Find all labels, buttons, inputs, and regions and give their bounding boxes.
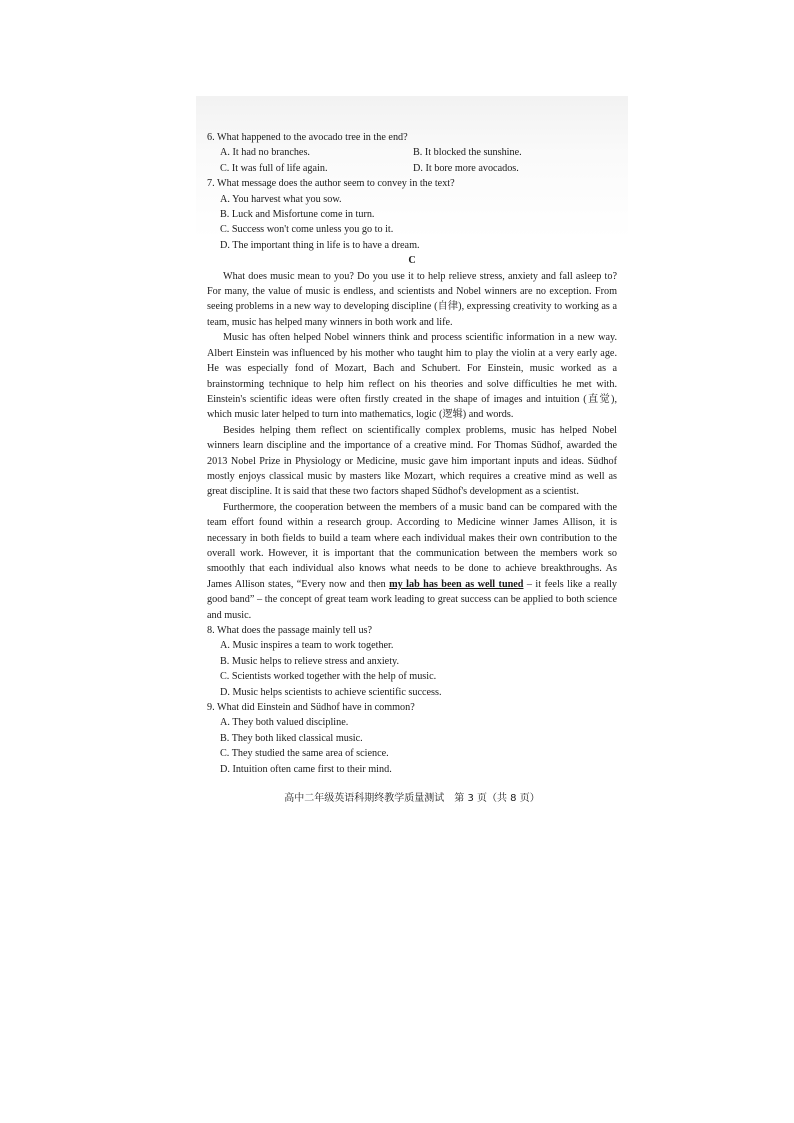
paragraph-4-text-start: Furthermore, the cooperation between the members of a music band can be compared with the team effort found within a research group. According to Medicine winner James Allison, it is necessary in both fields to build a team where each individual makes their own contribution to the overall work. However, it is important that the communication between the members work so smoothly that each individual also knows what needs to be done to achieve breakthroughs. As James Allison states, “Every now and then: [207, 501, 617, 590]
reading-passage: [207, 269, 617, 623]
option-b: B. It blocked the sunshine.: [413, 147, 522, 159]
paragraph-4-text-end: – it feels like a really good band” – the concept of great team work leading to great success can be applied to both science and music.: [207, 578, 618, 621]
question-9: [207, 700, 617, 777]
option-d: D. It bore more avocados.: [413, 162, 519, 174]
option-a: A. They both valued discipline.: [220, 717, 349, 729]
option-b: B. They both liked classical music.: [220, 732, 363, 744]
question-8: [207, 623, 617, 700]
option-b: B. Luck and Misfortune come in turn.: [220, 209, 375, 221]
option-c: C. It was full of life again.: [220, 162, 328, 174]
paragraph-2: Music has often helped Nobel winners think and process scientific information in a new way. Albert Einstein was influenced by his mother who taught him to play the violin at a very early age. He was especially fond of Mozart, Bach and Schubert. For Einstein, music worked as a brainstorming technique to help him reflect on his theories and solve difficulties he met with. Einstein's scientific ideas were often firstly created in the shape of images and intuition (直觉), which music later helped to turn into mathematics, logic (逻辑) and words.: [207, 332, 617, 421]
option-d: D. Intuition often came first to their mind.: [220, 763, 392, 775]
option-c: C. They studied the same area of science.: [220, 748, 389, 760]
section-heading: C: [408, 255, 416, 267]
page-footer: 高中二年级英语科期终教学质量测试 第 3 页（共 8 页）: [284, 793, 540, 804]
question-stem: 8. What does the passage mainly tell us?: [207, 625, 373, 636]
question-6: [207, 130, 617, 176]
underlined-phrase: my lab has been as well tuned: [389, 578, 524, 590]
option-c: C. Scientists worked together with the help of music.: [220, 671, 437, 683]
question-stem: 6. What happened to the avocado tree in the end?: [207, 132, 408, 143]
question-stem: 9. What did Einstein and Südhof have in common?: [207, 702, 415, 714]
paragraph-1: What does music mean to you? Do you use it to help relieve stress, anxiety and fall asleep to? For many, the value of music is endless, and scientists and Nobel winners are no exception. From seeing problems in a new way to developing discipline (自律), expressing creativity to working as a team, music has helped many winners in both work and life.: [207, 270, 617, 328]
option-c: C. Success won't come unless you go to it.: [220, 224, 394, 236]
paragraph-3: Besides helping them reflect on scientifically complex problems, music has helped Nobel winners learn discipline and the importance of a creative mind. For Thomas Südhof, awarded the 2013 Nobel Prize in Physiology or Medicine, music gave him important inputs and ideas. Südhof mostly enjoys classical music by masters like Mozart, which requires a creative mind as well as great discipline. It is said that these two factors shaped Südhof's development as a scientist.: [207, 424, 617, 498]
question-stem: 7. What message does the author seem to convey in the text?: [207, 178, 455, 190]
option-d: D. Music helps scientists to achieve scientific success.: [220, 686, 442, 698]
option-a: A. Music inspires a team to work together.: [220, 640, 394, 652]
option-a: A. It had no branches.: [220, 147, 310, 159]
option-b: B. Music helps to relieve stress and anxiety.: [220, 655, 399, 667]
options-grid: [207, 145, 617, 176]
option-d: D. The important thing in life is to have a dream.: [220, 239, 420, 251]
option-a: A. You harvest what you sow.: [220, 193, 342, 205]
question-7: [207, 176, 617, 253]
exam-page: [207, 130, 617, 777]
paragraph-4: [207, 500, 617, 623]
